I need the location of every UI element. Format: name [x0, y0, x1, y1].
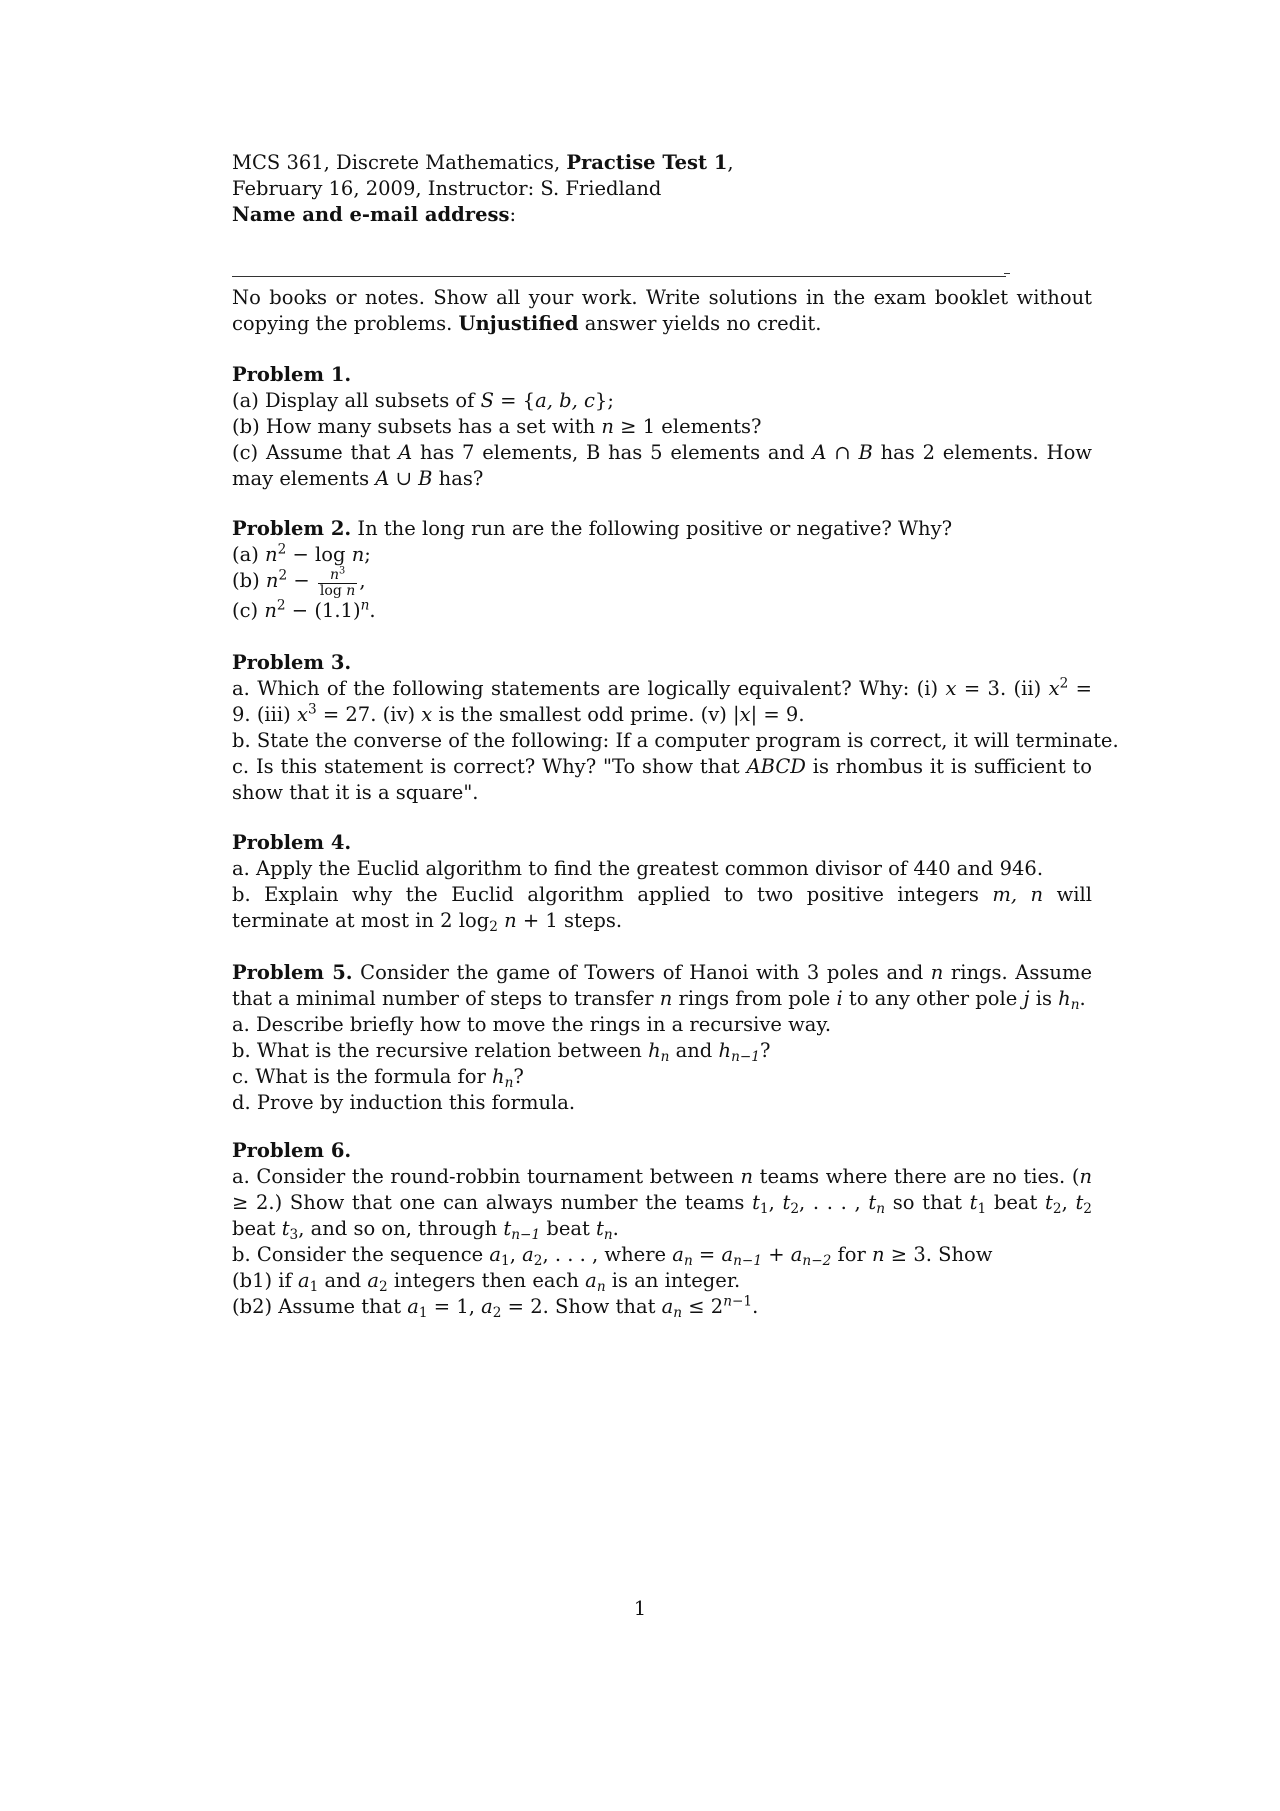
problem-1 [232, 362, 1092, 492]
header-line-1: MCS 361, Discrete Mathematics, Practise Test 1, [232, 151, 734, 174]
problem-6 [232, 1138, 1092, 1320]
problem-3-title: Problem 3. [232, 651, 352, 674]
problem-6-b2: (b2) Assume that $a_1 = 1$, $a_2 = 2$. Show that $a_n \le 2^{n-1}$. [232, 1293, 759, 1322]
exam-header [232, 150, 1092, 228]
problem-5-intro: Problem 5. Consider the game of Towers of Hanoi with 3 poles and n rings. Assume that a minimal number of steps to transfer n rings from pole i to any other pole j is $h_n$. [232, 961, 1092, 1014]
problem-5-c: c. What is the formula for $h_n$? [232, 1065, 524, 1092]
problem-2-title: Problem 2. [232, 517, 352, 540]
problem-1-c: (c) Assume that A has 7 elements, B has 5 elements and A ∩ B has 2 elements. How may elements A ∪ B has? [232, 441, 1092, 490]
problem-5-b: b. What is the recursive relation between $h_n$ and $h_{n-1}$? [232, 1039, 771, 1066]
problem-1-a: (a) Display all subsets of S = {a, b, c}; [232, 389, 614, 412]
problem-2-b: (b) $n^2$ − $\frac{n^3}{\text{log n}}$ , [232, 565, 366, 599]
problem-3-c: c. Is this statement is correct? Why? "To show that ABCD is rhombus it is sufficient to show that it is a square". [232, 755, 1092, 804]
problem-4-a: a. Apply the Euclid algorithm to find the greatest common divisor of 440 and 946. [232, 857, 1044, 880]
problem-2-a: (a) $n^2 - \log n$; [232, 541, 371, 566]
problem-2-c: (c) $n^2 - (1.1)^n$. [232, 597, 376, 623]
problem-4 [232, 830, 1092, 934]
problem-6-b1: (b1) if $a_1$ and $a_2$ integers then each $a_n$ is an integer. [232, 1269, 741, 1296]
name-underline [232, 276, 1006, 277]
problem-3 [232, 650, 1119, 806]
problem-4-b: b. Explain why the Euclid algorithm applied to two positive integers m, n will terminate at most in 2 $\log_2 n + 1$ steps. [232, 883, 1092, 936]
problem-4-title: Problem 4. [232, 831, 352, 854]
problem-1-b: (b) How many subsets has a set with n ≥ 1 elements? [232, 415, 762, 438]
problem-3-b: b. State the converse of the following: If a computer program is correct, it will terminate. [232, 729, 1119, 752]
problem-5-title: Problem 5. [232, 961, 353, 984]
problem-5 [232, 960, 1092, 1116]
page-number: 1 [633, 1597, 647, 1620]
name-underline-tick [1004, 273, 1010, 274]
header-line-3: Name and e-mail address: [232, 203, 517, 226]
problem-6-a: a. Consider the round-robbin tournament between n teams where there are no ties. (n ≥ 2.) Show that one can always number the teams $t_1$, $t_2$, . . . , $t_n$ so that $t_1$ beat $t_2$, $t_2$ beat $t_3$, and so on, through $t_{n-1}$ beat $t_n$. [232, 1165, 1092, 1244]
problem-6-b: b. Consider the sequence $a_1$, $a_2$, . . . , where $a_n = a_{n-1} + a_{n-2}$ for n ≥ 3. Show [232, 1243, 993, 1270]
problem-2 [232, 516, 1092, 624]
instructions: No books or notes. Show all your work. Write solutions in the exam booklet without copying the problems. Unjustified answer yields no credit. [232, 286, 1092, 335]
problem-1-title: Problem 1. [232, 363, 352, 386]
problem-6-title: Problem 6. [232, 1139, 352, 1162]
problem-3-a: a. Which of the following statements are logically equivalent? Why: (i) x = 3. (ii) $x^2 = 9$. (iii) $x^3 = 27$. (iv) x is the smallest odd prime. (v) |x| = 9. [232, 675, 1092, 726]
problem-5-d: d. Prove by induction this formula. [232, 1091, 576, 1114]
problem-2-intro: Problem 2. In the long run are the following positive or negative? Why? [232, 517, 953, 540]
problem-5-a: a. Describe briefly how to move the rings in a recursive way. [232, 1013, 832, 1036]
header-line-2: February 16, 2009, Instructor: S. Friedland [232, 177, 662, 200]
